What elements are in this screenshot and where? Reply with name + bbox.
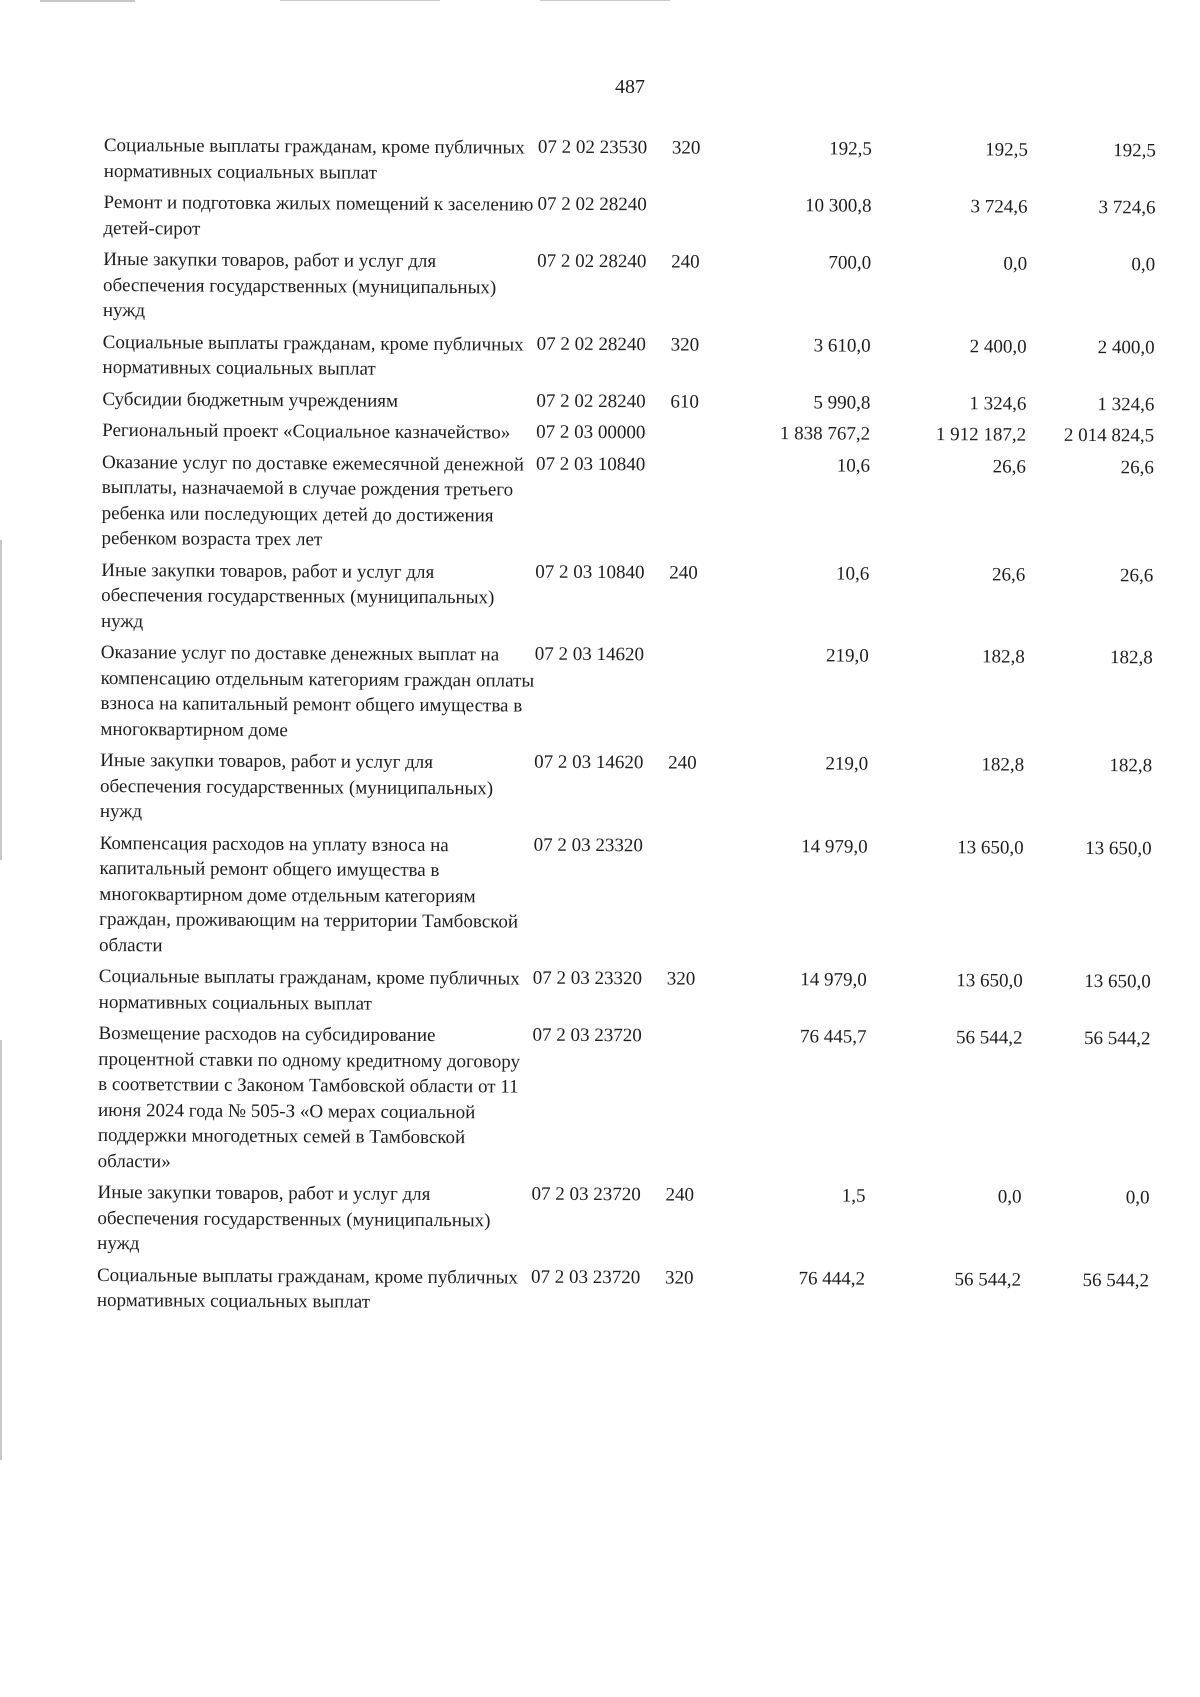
amount-year-2: 26,6: [992, 455, 1027, 478]
amount-year-2: 1 912 187,2: [935, 424, 1027, 446]
target-article-code: 07 2 02 23530: [537, 136, 648, 159]
expense-type-code: 320: [666, 968, 696, 990]
page-number: 487: [615, 76, 645, 98]
expense-name: Оказание услуг по доставке денежных выплат на компенсацию отдельным категориям граждан оплаты взноса на капитальный ремонт общего имущества в многоквартирном доме: [100, 641, 535, 741]
amount-year-1: 76 445,7: [799, 1026, 867, 1048]
target-article-code: 07 2 02 28240: [536, 390, 646, 412]
amount-year-2: 56 544,2: [954, 1268, 1022, 1291]
table-row: [103, 189, 1183, 248]
table-row: [101, 556, 1181, 640]
amount-year-3: 56 544,2: [1083, 1028, 1151, 1050]
amount-year-1: 5 990,8: [813, 391, 871, 414]
amount-year-1: 219,0: [825, 753, 869, 775]
amount-year-2: 56 544,2: [955, 1027, 1023, 1049]
expense-name: Социальные выплаты гражданам, кроме публичных нормативных социальных выплат: [96, 1264, 519, 1313]
amount-year-2: 182,8: [981, 754, 1025, 776]
amount-year-1: 219,0: [825, 645, 869, 667]
amount-year-3: 13 650,0: [1084, 971, 1151, 993]
amount-year-2: 1 324,6: [969, 392, 1027, 415]
expense-name: Иные закупки товаров, работ и услуг для обеспечения государственных (муниципальных) нужд: [99, 749, 494, 823]
target-article-code: 07 2 02 28240: [536, 333, 647, 355]
table-row: [102, 328, 1182, 387]
amount-year-3: 2 400,0: [1097, 336, 1155, 358]
amount-year-1: 10,6: [836, 454, 871, 477]
amount-year-3: 3 724,6: [1098, 197, 1156, 219]
table-row: [97, 1261, 1177, 1320]
target-article-code: 07 2 03 23320: [533, 834, 643, 856]
expense-name: Социальные выплаты гражданам, кроме публичных нормативных социальных выплат: [102, 331, 524, 380]
target-article-code: 07 2 03 00000: [536, 421, 646, 444]
table-row: [98, 1020, 1179, 1181]
amount-year-1: 1 838 767,2: [779, 423, 871, 445]
target-article-code: 07 2 02 28240: [537, 250, 647, 273]
table-row: [102, 417, 1182, 450]
table-row: [99, 829, 1180, 964]
amount-year-2: 3 724,6: [970, 196, 1028, 218]
table-row: [101, 448, 1182, 558]
amount-year-3: 182,8: [1109, 647, 1153, 669]
scan-artifact: [540, 0, 670, 1]
target-article-code: 07 2 03 14620: [534, 643, 645, 666]
target-article-code: 07 2 03 23720: [531, 1183, 641, 1206]
amount-year-1: 76 444,2: [798, 1267, 866, 1290]
amount-year-3: 0,0: [1131, 254, 1156, 276]
budget-table: [97, 132, 1184, 1325]
table-row: [102, 385, 1182, 418]
expense-name: Региональный проект «Социальное казначейство»: [102, 419, 511, 444]
target-article-code: 07 2 03 23320: [532, 967, 643, 990]
amount-year-1: 10,6: [836, 562, 870, 585]
expense-type-code: 240: [669, 561, 698, 584]
table-row: [97, 1179, 1177, 1263]
amount-year-3: 1 324,6: [1097, 393, 1155, 415]
expense-name: Иные закупки товаров, работ и услуг для обеспечения государственных (муниципальных) нужд: [97, 1181, 491, 1255]
amount-year-3: 182,8: [1109, 755, 1153, 777]
amount-year-3: 13 650,0: [1085, 837, 1152, 859]
amount-year-3: 192,5: [1113, 140, 1156, 162]
expense-type-code: 320: [671, 137, 701, 159]
expense-name: Иные закупки товаров, работ и услуг для обеспечения государственных (муниципальных) нужд: [102, 248, 497, 322]
table-row: [103, 246, 1183, 330]
expense-type-code: 240: [665, 1184, 695, 1206]
expense-name: Ремонт и подготовка жилых помещений к заселению детей-сирот: [103, 191, 534, 240]
target-article-code: 07 2 03 10840: [535, 561, 645, 583]
amount-year-2: 2 400,0: [969, 335, 1027, 358]
expense-type-code: 610: [670, 390, 699, 413]
amount-year-2: 13 650,0: [956, 970, 1023, 992]
amount-year-2: 182,8: [981, 646, 1025, 668]
expense-name: Социальные выплаты гражданам, кроме публичных нормативных социальных выплат: [103, 134, 525, 184]
expense-type-code: 240: [668, 752, 697, 774]
amount-year-2: 26,6: [991, 563, 1026, 586]
target-article-code: 07 2 03 23720: [530, 1266, 641, 1288]
expense-name: Возмещение расходов на субсидирование процентной ставки по одному кредитному договору в соответствии с Законом Тамбовской области от 11 июня 2024 года № 505-З «О мерах социальной поддержки многодетных семей в Тамбовской области»: [97, 1022, 521, 1172]
expense-name: Социальные выплаты гражданам, кроме публичных нормативных социальных выплат: [98, 965, 520, 1015]
table-row: [104, 132, 1184, 191]
amount-year-2: 192,5: [985, 139, 1028, 161]
amount-year-2: 0,0: [997, 1186, 1022, 1208]
expense-name: Оказание услуг по доставке ежемесячной денежной выплаты, назначаемой в случае рождения третьего ребенка или последующих детей до достижения ребенком возраста трех лет: [101, 451, 525, 551]
target-article-code: 07 2 03 10840: [535, 453, 646, 475]
expense-type-code: 320: [670, 333, 700, 356]
amount-year-3: 56 544,2: [1082, 1269, 1150, 1291]
scan-artifact: [0, 540, 2, 860]
expense-name: Субсидии бюджетным учреждениям: [102, 388, 399, 412]
target-article-code: 07 2 02 28240: [537, 193, 647, 216]
table-row: [100, 747, 1180, 831]
amount-year-1: 14 979,0: [800, 969, 867, 991]
scan-artifact: [280, 0, 440, 1]
amount-year-1: 192,5: [829, 138, 872, 160]
amount-year-1: 10 300,8: [804, 195, 872, 217]
expense-name: Иные закупки товаров, работ и услуг для обеспечения государственных (муниципальных) нужд: [100, 559, 495, 632]
amount-year-3: 2 014 824,5: [1063, 424, 1155, 447]
amount-year-1: 3 610,0: [813, 334, 871, 357]
amount-year-3: 26,6: [1120, 456, 1155, 478]
amount-year-2: 13 650,0: [957, 836, 1024, 859]
scan-artifact: [0, 1040, 2, 1460]
scan-artifact: [40, 0, 135, 2]
target-article-code: 07 2 03 14620: [534, 751, 644, 774]
amount-year-1: 1,5: [841, 1185, 866, 1207]
expense-type-code: 240: [671, 251, 700, 273]
amount-year-3: 0,0: [1125, 1187, 1150, 1209]
amount-year-3: 26,6: [1119, 564, 1154, 586]
amount-year-2: 0,0: [1003, 253, 1028, 275]
amount-year-1: 14 979,0: [801, 835, 868, 858]
expense-type-code: 320: [664, 1266, 694, 1289]
table-row: [100, 639, 1181, 749]
table-row: [99, 963, 1179, 1022]
expense-name: Компенсация расходов на уплату взноса на капитальный ремонт общего имущества в многоквартирном доме отдельным категориям граждан, проживающим на территории Тамбовской области: [98, 832, 519, 956]
target-article-code: 07 2 03 23720: [532, 1024, 642, 1047]
amount-year-1: 700,0: [828, 252, 872, 274]
